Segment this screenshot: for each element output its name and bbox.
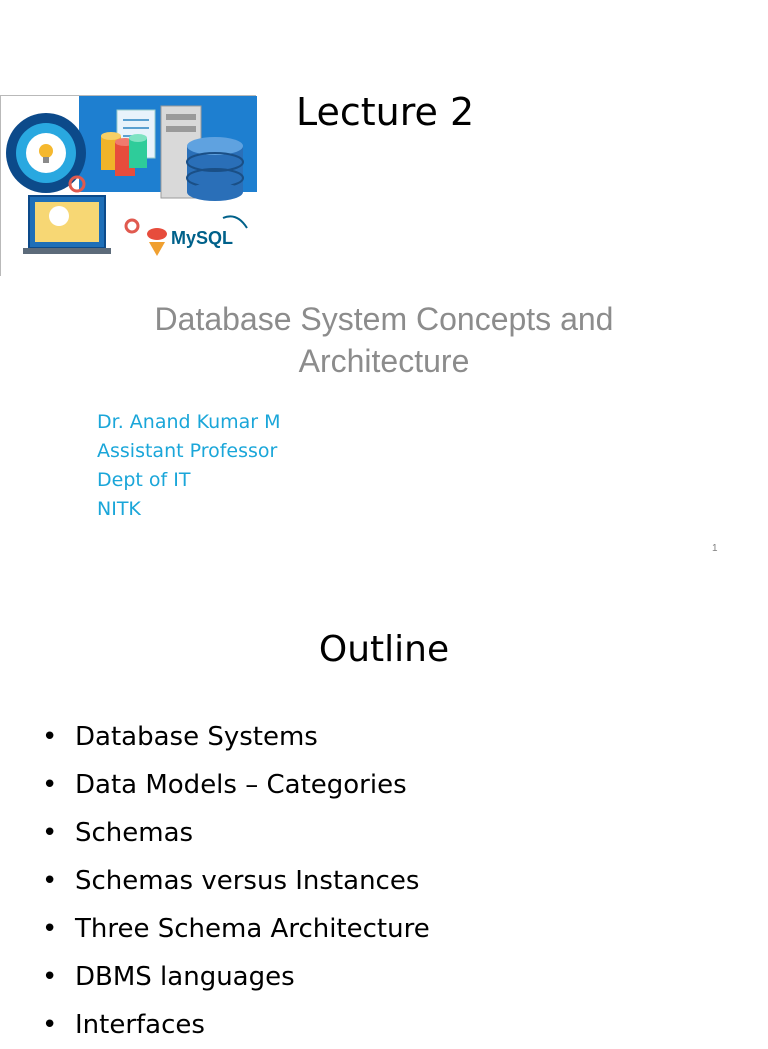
svg-text:MySQL: MySQL <box>171 228 234 248</box>
list-item: • Schemas versus Instances <box>42 857 430 905</box>
lecture-title: Lecture 2 <box>296 90 475 134</box>
hero-image <box>0 95 256 276</box>
list-item: • Data Models – Categories <box>42 761 430 809</box>
bullet-icon: • <box>42 866 58 896</box>
list-item: • Three Schema Architecture <box>42 905 430 953</box>
author-block <box>97 408 281 524</box>
lecture-subtitle: Database System Concepts and Architecture <box>154 301 614 379</box>
laptop-icon <box>23 196 111 254</box>
list-item: • DBMS languages <box>42 953 430 1001</box>
slide-outline <box>0 576 768 1040</box>
list-item: • Database Systems <box>42 713 430 761</box>
bullet-icon: • <box>42 722 58 752</box>
outline-title: Outline <box>318 629 450 670</box>
bullet-icon: • <box>42 770 58 800</box>
bullet-icon: • <box>42 1010 58 1040</box>
bullet-icon: • <box>42 914 58 944</box>
list-item: • Interfaces <box>42 1001 430 1049</box>
list-item: • Schemas <box>42 809 430 857</box>
author-name: Dr. Anand Kumar M <box>97 411 281 433</box>
bulb-target-icon <box>6 113 86 193</box>
database-stack-icon <box>187 137 243 201</box>
bullet-icon: • <box>42 818 58 848</box>
author-designation: Assistant Professor <box>97 440 278 462</box>
author-department: Dept of IT <box>97 469 191 491</box>
outline-list <box>42 713 430 1049</box>
hero-illustration <box>1 96 257 277</box>
bullet-icon: • <box>42 962 58 992</box>
page-number: 1 <box>712 543 718 554</box>
author-institute: NITK <box>97 498 141 520</box>
